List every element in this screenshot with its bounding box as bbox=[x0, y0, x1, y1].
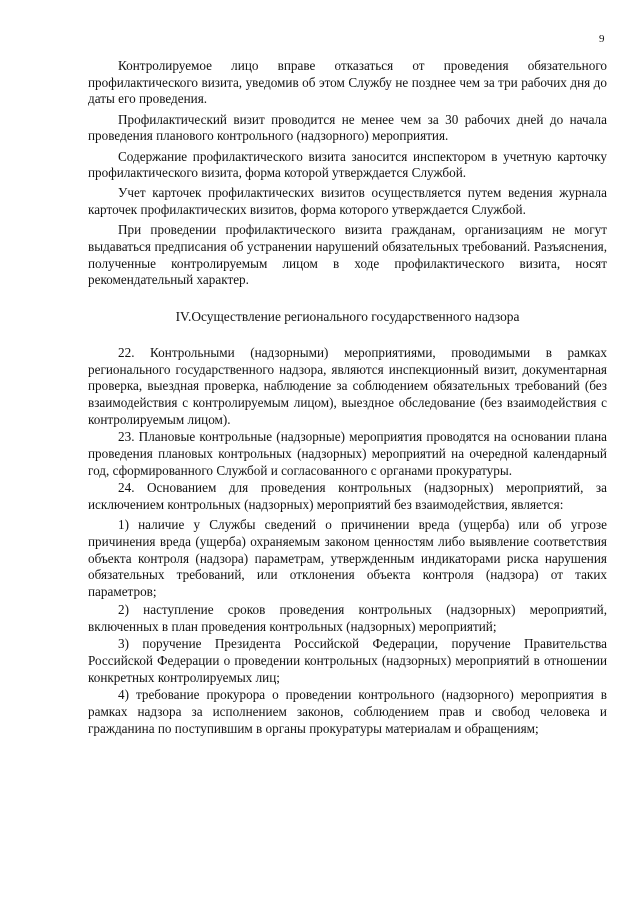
paragraph: Контролируемое лицо вправе отказаться от проведения обязательного профилактического визита, уведомив об этом Службу не позднее чем за три рабочих дня до даты его проведения. bbox=[88, 58, 607, 107]
list-item: 2) наступление сроков проведения контрольных (надзорных) мероприятий, включенных в план проведения контрольных (надзорных) мероприятий; bbox=[88, 601, 607, 634]
section-heading: IV.Осуществление регионального государственного надзора bbox=[175, 309, 520, 325]
list-item: 4) требование прокурора о проведении контрольного (надзорного) мероприятия в рамках надзора за исполнением законов, соблюдением прав и свобод человека и гражданина по поступившим в органы прокуратуры материалам и обращениям; bbox=[88, 687, 607, 736]
paragraph: Профилактический визит проводится не менее чем за 30 рабочих дней до начала проведения планового контрольного (надзорного) мероприятия. bbox=[88, 111, 607, 144]
paragraph: 23. Плановые контрольные (надзорные) мероприятия проводятся на основании плана проведения плановых контрольных (надзорных) мероприятий на очередной календарный год, сформированного Службой и согласованного с органами прокуратуры. bbox=[88, 429, 607, 478]
list-item: 1) наличие у Службы сведений о причинении вреда (ущерба) или об угрозе причинения вреда (ущерба) охраняемым законом ценностям либо выявление соответствия объекта контроля (надзора) параметрам, утвержденным индикаторами риска нарушения обязательных требований, или отклонения объекта контроля (надзора) от таких параметров; bbox=[88, 517, 607, 600]
paragraph: Содержание профилактического визита заносится инспектором в учетную карточку профилактического визита, форма которой утверждается Службой. bbox=[88, 148, 607, 181]
paragraph: Учет карточек профилактических визитов осуществляется путем ведения журнала карточек профилактических визитов, форма которого утверждается Службой. bbox=[88, 185, 607, 218]
list-item: 3) поручение Президента Российской Федерации, поручение Правительства Российской Федерации о проведении контрольных (надзорных) мероприятий в отношении конкретных контролируемых лиц; bbox=[88, 636, 607, 685]
paragraph: 22. Контрольными (надзорными) мероприятиями, проводимыми в рамках регионального государственного надзора, являются инспекционный визит, документарная проверка, выездная проверка, наблюдение за соблюдением обязательных требований (без взаимодействия с контролируемым лицом), выездное обследование (без взаимодействия с контролируемым лицом). bbox=[88, 344, 607, 427]
paragraph: 24. Основанием для проведения контрольных (надзорных) мероприятий, за исключением контрольных (надзорных) мероприятий без взаимодействия, является: bbox=[88, 480, 607, 513]
page-number: 9 bbox=[599, 33, 605, 45]
paragraph: При проведении профилактического визита гражданам, организациям не могут выдаваться предписания об устранении нарушений обязательных требований. Разъяснения, полученные контролируемым лицом в ходе профилактического визита, носят рекомендательный характер. bbox=[88, 222, 607, 288]
document-body bbox=[88, 58, 607, 739]
